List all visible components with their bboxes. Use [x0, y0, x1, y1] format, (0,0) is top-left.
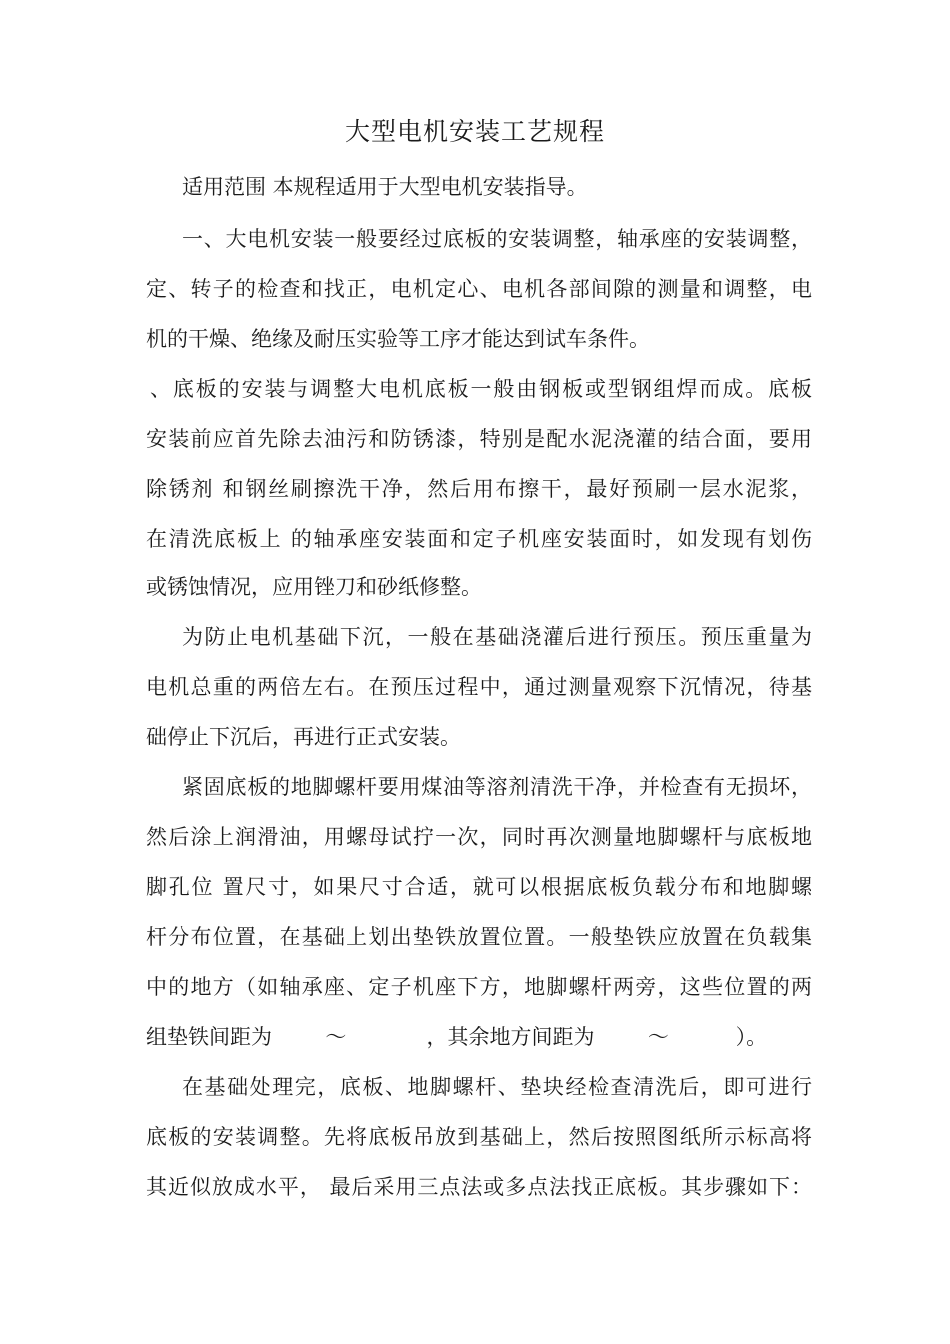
paragraph-4-line-3: 脚孔位 置尺寸，如果尺寸合适，就可以根据底板负载分布和地脚螺 [146, 875, 812, 899]
paragraph-4-line-5: 中的地方（如轴承座、定子机座下方，地脚螺杆两旁，这些位置的两 [146, 975, 812, 999]
paragraph-1-line-3: 机的干燥、绝缘及耐压实验等工序才能达到试车条件。 [146, 327, 650, 351]
paragraph-4-line-2: 然后涂上润滑油，用螺母试拧一次，同时再次测量地脚螺杆与底板地 [146, 825, 812, 849]
paragraph-4-line-4: 杆分布位置，在基础上划出垫铁放置位置。一般垫铁应放置在负载集 [146, 925, 812, 949]
paragraph-2-line-1: 、底板的安装与调整大电机底板一般由钢板或型钢组焊而成。底板 [150, 377, 812, 401]
paragraph-2-line-2: 安装前应首先除去油污和防锈漆，特别是配水泥浇灌的结合面，要用 [146, 427, 812, 451]
document-title: 大型电机安装工艺规程 [344, 117, 605, 146]
paragraph-5-line-3: 其近似放成水平， 最后采用三点法或多点法找正底板。其步骤如下： [146, 1175, 812, 1199]
paragraph-4-line-6: 组垫铁间距为 ～ ，其余地方间距为 ～ ）。 [146, 1025, 768, 1049]
paragraph-5-line-2: 底板的安装调整。先将底板吊放到基础上，然后按照图纸所示标高将 [146, 1125, 812, 1149]
paragraph-3-line-3: 础停止下沉后，再进行正式安装。 [146, 725, 461, 749]
paragraph-1-line-1: 一、大电机安装一般要经过底板的安装调整，轴承座的安装调整， [182, 227, 812, 251]
paragraph-1-line-2: 定、转子的检查和找正，电机定心、电机各部间隙的测量和调整，电 [146, 277, 812, 301]
paragraph-4-line-1: 紧固底板的地脚螺杆要用煤油等溶剂清洗干净，并检查有无损坏， [182, 775, 812, 799]
paragraph-2-line-3: 除锈剂 和钢丝刷擦洗干净，然后用布擦干，最好预刷一层水泥浆， [146, 477, 812, 501]
paragraph-scope-line: 适用范围 本规程适用于大型电机安装指导。 [182, 175, 588, 199]
paragraph-3-line-1: 为防止电机基础下沉，一般在基础浇灌后进行预压。预压重量为 [182, 625, 812, 649]
paragraph-3-line-2: 电机总重的两倍左右。在预压过程中，通过测量观察下沉情况，待基 [146, 675, 812, 699]
paragraph-5-line-1: 在基础处理完，底板、地脚螺杆、垫块经检查清洗后，即可进行 [182, 1075, 812, 1099]
paragraph-2-line-4: 在清洗底板上 的轴承座安装面和定子机座安装面时，如发现有划伤 [146, 527, 812, 551]
paragraph-2-line-5: 或锈蚀情况，应用锉刀和砂纸修整。 [146, 575, 482, 599]
